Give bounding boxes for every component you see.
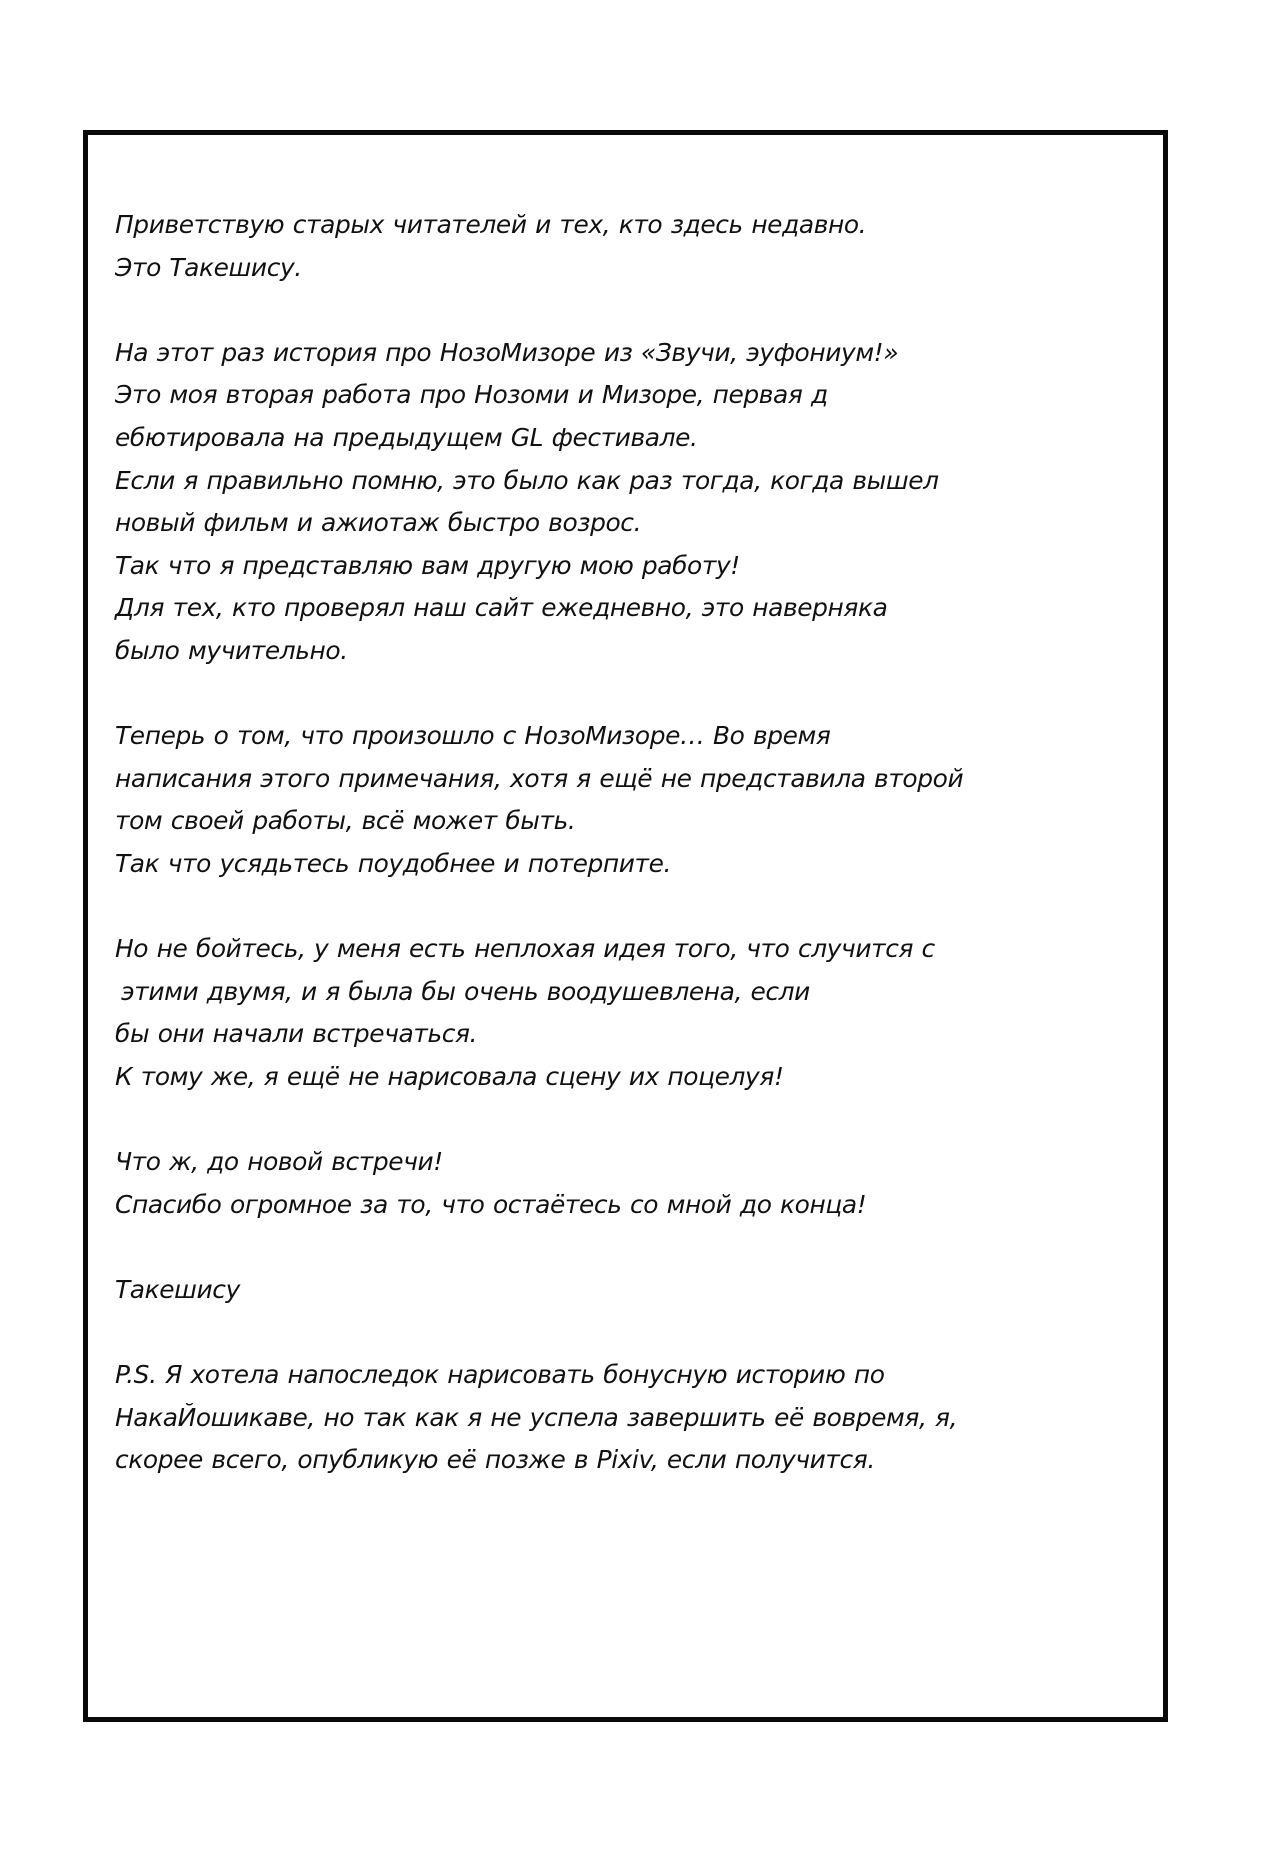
paragraph-plans <box>115 928 1155 1098</box>
author-note <box>115 204 1155 1524</box>
paragraph-postscript <box>115 1354 1155 1482</box>
text-line: Это Такешису. <box>115 252 302 282</box>
paragraph-about-work <box>115 332 1155 673</box>
text-line: этими двумя, и я была бы очень воодушевлена, если <box>120 976 810 1006</box>
text-line: Так что усядьтесь поудобнее и потерпите. <box>115 848 672 878</box>
text-line: На этот раз история про НозоМизоре из «Звучи, эуфониум!» <box>115 337 899 367</box>
text-line: Что ж, до новой встречи! <box>115 1147 443 1177</box>
paragraph-greeting <box>115 204 1155 289</box>
text-line: ебютировала на предыдущем GL фестивале. <box>115 422 698 452</box>
text-line: Спасибо огромное за то, что остаётесь со мной до конца! <box>115 1189 867 1219</box>
paragraph-farewell <box>115 1141 1155 1226</box>
signature-name: Такешису <box>115 1274 240 1304</box>
text-line: бы они начали встречаться. <box>115 1019 478 1049</box>
text-line: Приветствую старых читателей и тех, кто здесь недавно. <box>115 210 867 239</box>
text-line: Если я правильно помню, это было как раз тогда, когда вышел <box>115 465 939 495</box>
text-line: Так что я представляю вам другую мою работу! <box>115 550 740 580</box>
text-line: том своей работы, всё может быть. <box>115 806 576 836</box>
signature <box>115 1269 1155 1312</box>
text-line: написания этого примечания, хотя я ещё не представила второй <box>115 763 964 793</box>
text-line: К тому же, я ещё не нарисовала сцену их поцелуя! <box>115 1061 784 1091</box>
text-line: Для тех, кто проверял наш сайт ежедневно, это наверняка <box>115 593 888 623</box>
text-line: Это моя вторая работа про Нозоми и Мизоре, первая д <box>115 380 828 410</box>
text-line: было мучительно. <box>115 635 348 665</box>
text-line: НакаЙошикаве, но так как я не успела завершить её вовремя, я, <box>115 1402 958 1432</box>
text-line: новый фильм и ажиотаж быстро возрос. <box>115 508 642 538</box>
text-line: скорее всего, опубликую её позже в Pixiv, если получится. <box>115 1445 875 1475</box>
text-line: P.S. Я хотела напоследок нарисовать бонусную историю по <box>115 1360 885 1390</box>
text-line: Теперь о том, что произошло с НозоМизоре… Во время <box>115 721 831 751</box>
text-line: Но не бойтесь, у меня есть неплохая идея того, что случится с <box>115 934 935 964</box>
paragraph-status <box>115 715 1155 885</box>
